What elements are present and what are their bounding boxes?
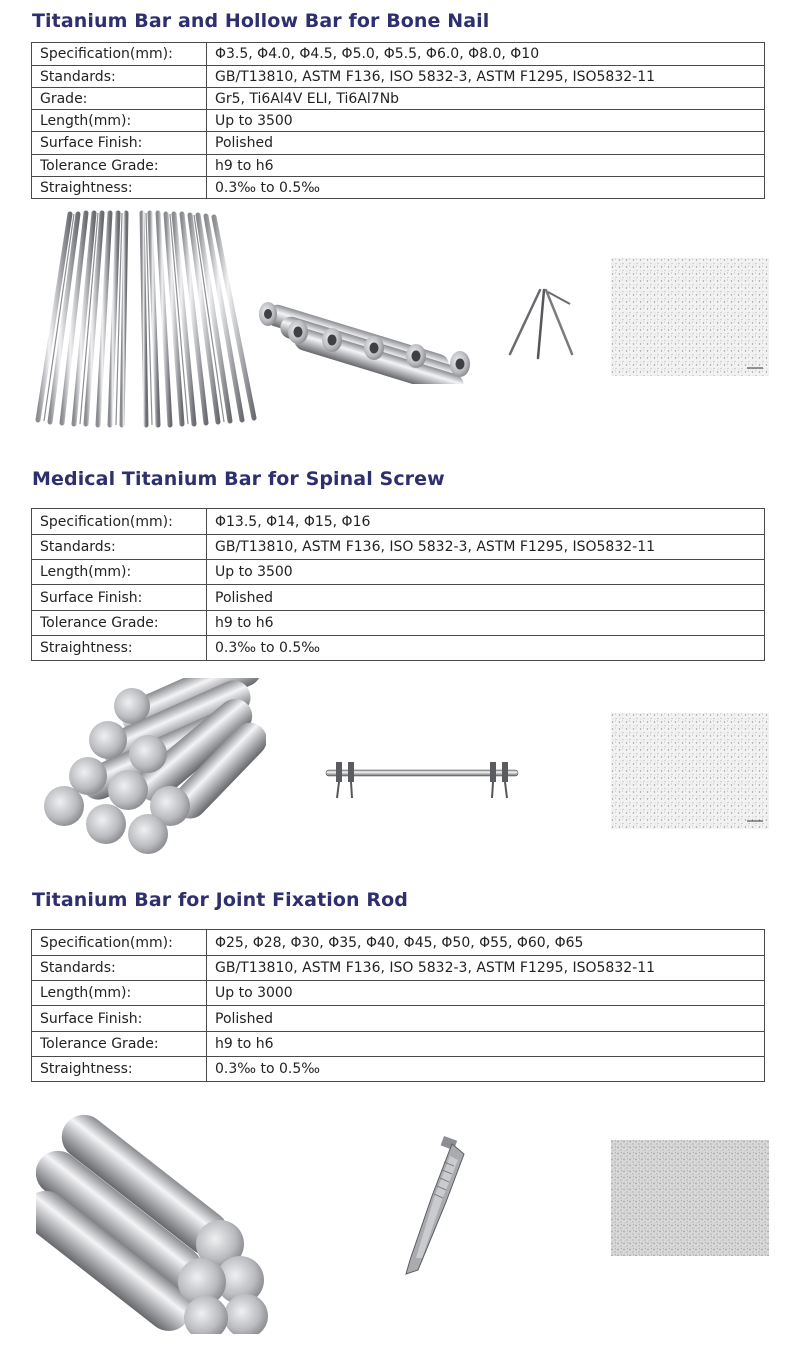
spec-table-spinal-screw	[31, 508, 765, 661]
spec-label: Surface Finish:	[32, 1006, 207, 1032]
spec-label: Standards:	[32, 535, 207, 560]
spec-value: GB/T13810, ASTM F136, ISO 5832-3, ASTM F1295, ISO5832-11	[207, 66, 765, 88]
spec-value: Up to 3500	[207, 560, 765, 585]
spec-label: Grade:	[32, 88, 207, 110]
spec-label: Surface Finish:	[32, 132, 207, 155]
microstructure-image	[611, 1140, 769, 1256]
table-row	[32, 1032, 765, 1057]
section-title-joint-fixation-rod: Titanium Bar for Joint Fixation Rod	[32, 889, 408, 911]
table-row	[32, 66, 765, 88]
table-row	[32, 43, 765, 66]
hollow-bar-image	[250, 292, 480, 384]
spec-label: Specification(mm):	[32, 509, 207, 535]
spec-value: Φ13.5, Φ14, Φ15, Φ16	[207, 509, 765, 535]
spec-value: Φ25, Φ28, Φ30, Φ35, Φ40, Φ45, Φ50, Φ55, Φ60, Φ65	[207, 930, 765, 956]
bone-nail-image	[504, 284, 576, 360]
spec-value: h9 to h6	[207, 611, 765, 636]
spec-label: Surface Finish:	[32, 585, 207, 611]
table-row	[32, 930, 765, 956]
spec-label: Length(mm):	[32, 981, 207, 1006]
spinal-rod-image	[322, 758, 522, 800]
section-title-bone-nail: Titanium Bar and Hollow Bar for Bone Nail	[32, 10, 490, 32]
spec-value: Polished	[207, 1006, 765, 1032]
table-row	[32, 981, 765, 1006]
table-row	[32, 560, 765, 585]
spec-value: Polished	[207, 585, 765, 611]
stacked-bars-image	[36, 678, 266, 858]
table-row	[32, 611, 765, 636]
spec-value: GB/T13810, ASTM F136, ISO 5832-3, ASTM F1295, ISO5832-11	[207, 535, 765, 560]
spec-value: h9 to h6	[207, 155, 765, 177]
spec-label: Standards:	[32, 956, 207, 981]
microstructure-image	[611, 258, 769, 376]
large-bars-image	[36, 1098, 280, 1334]
table-row	[32, 88, 765, 110]
spec-label: Tolerance Grade:	[32, 155, 207, 177]
spec-value: Gr5, Ti6Al4V ELI, Ti6Al7Nb	[207, 88, 765, 110]
spec-label: Straightness:	[32, 636, 207, 661]
spec-value: Φ3.5, Φ4.0, Φ4.5, Φ5.0, Φ5.5, Φ6.0, Φ8.0, Φ10	[207, 43, 765, 66]
microstructure-image	[611, 713, 769, 829]
spec-label: Length(mm):	[32, 560, 207, 585]
table-row	[32, 636, 765, 661]
spec-label: Length(mm):	[32, 110, 207, 132]
spec-value: Up to 3500	[207, 110, 765, 132]
table-row	[32, 177, 765, 199]
section-title-spinal-screw: Medical Titanium Bar for Spinal Screw	[32, 468, 445, 490]
spec-label: Straightness:	[32, 177, 207, 199]
titanium-bar-bundle-image	[28, 208, 268, 430]
spec-value: 0.3‰ to 0.5‰	[207, 177, 765, 199]
spec-label: Specification(mm):	[32, 930, 207, 956]
spec-label: Tolerance Grade:	[32, 1032, 207, 1057]
spec-label: Straightness:	[32, 1057, 207, 1082]
spec-value: 0.3‰ to 0.5‰	[207, 1057, 765, 1082]
spec-value: GB/T13810, ASTM F136, ISO 5832-3, ASTM F1295, ISO5832-11	[207, 956, 765, 981]
table-row	[32, 956, 765, 981]
spec-value: Polished	[207, 132, 765, 155]
table-row	[32, 535, 765, 560]
spec-label: Specification(mm):	[32, 43, 207, 66]
spec-value: Up to 3000	[207, 981, 765, 1006]
table-row	[32, 1057, 765, 1082]
table-row	[32, 110, 765, 132]
table-row	[32, 585, 765, 611]
table-row	[32, 1006, 765, 1032]
table-row	[32, 509, 765, 535]
table-row	[32, 155, 765, 177]
spec-value: 0.3‰ to 0.5‰	[207, 636, 765, 661]
spec-label: Tolerance Grade:	[32, 611, 207, 636]
spec-table-bone-nail	[31, 42, 765, 199]
hip-stem-image	[392, 1132, 482, 1282]
table-row	[32, 132, 765, 155]
spec-label: Standards:	[32, 66, 207, 88]
spec-table-joint-fixation-rod	[31, 929, 765, 1082]
spec-value: h9 to h6	[207, 1032, 765, 1057]
